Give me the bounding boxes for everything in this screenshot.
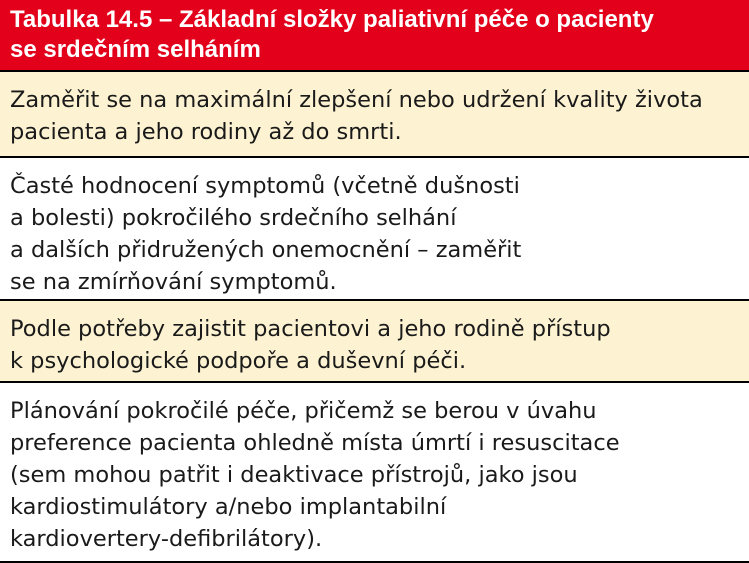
table-title xyxy=(0,0,749,70)
row-text-line: a bolesti) pokročilého srdečního selhání xyxy=(10,205,457,231)
row-text-line: (sem mohou patřit i deaktivace přístrojů, jako jsou xyxy=(10,462,578,488)
row-text-line: Časté hodnocení symptomů (včetně dušnosti xyxy=(10,173,520,199)
row-text-line: k psychologické podpoře a duševní péči. xyxy=(10,348,467,374)
row-text-line: pacienta a jeho rodiny až do smrti. xyxy=(10,119,402,145)
table-row xyxy=(0,156,749,299)
row-text-line: Zaměřit se na maximální zlepšení nebo udržení kvality života xyxy=(10,87,703,113)
row-text-line: a dalších přidružených onemocnění – zaměřit xyxy=(10,237,522,263)
table-row xyxy=(0,381,749,563)
row-text-line: Podle potřeby zajistit pacientovi a jeho rodině přístup xyxy=(10,316,611,342)
table-title-line: Tabulka 14.5 – Základní složky paliativní péče o pacienty xyxy=(10,6,654,33)
row-text-line: kardiostimulátory a/nebo implantabilní xyxy=(10,494,447,520)
row-text-line: kardiovertery-defibrilátory). xyxy=(10,526,323,552)
table-title-line: se srdečním selháním xyxy=(10,36,261,63)
table-row xyxy=(0,299,749,381)
row-text-line: preference pacienta ohledně místa úmrtí i resuscitace xyxy=(10,430,620,456)
table-row xyxy=(0,70,749,156)
row-text-line: se na zmírňování symptomů. xyxy=(10,269,337,295)
row-text-line: Plánování pokročilé péče, přičemž se berou v úvahu xyxy=(10,398,597,424)
